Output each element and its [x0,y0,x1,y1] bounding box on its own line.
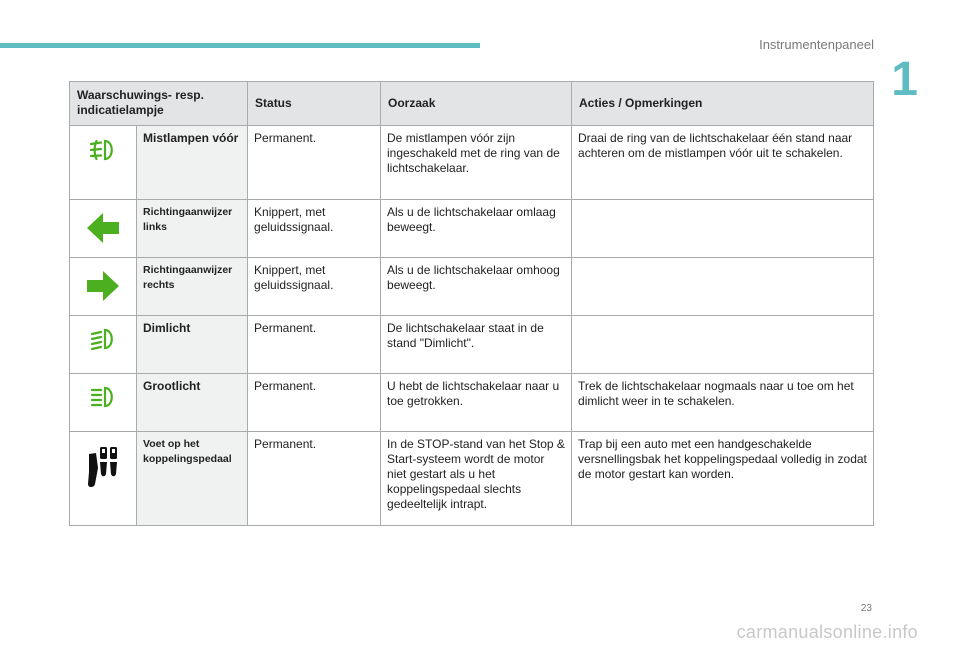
action-text: Trap bij een auto met een handgeschakelde versnellingsbak het koppelingspedaal volledig in zodat de motor gestart kan worden. [572,432,874,526]
lamp-name: Grootlicht [137,374,248,432]
table-row [70,374,874,432]
table-row [70,258,874,316]
action-text: Draai de ring van de lichtschakelaar één stand naar achteren om de mistlampen vóór uit te schakelen. [572,126,874,200]
cause-text: U hebt de lichtschakelaar naar u toe getrokken. [381,374,572,432]
lamp-name: Dimlicht [137,316,248,374]
cause-text: De lichtschakelaar staat in de stand "Dimlicht". [381,316,572,374]
table-row [70,126,874,200]
main-beam-icon [88,386,118,408]
table-row [70,200,874,258]
icon-cell [70,126,137,200]
foot-on-clutch-icon [83,444,123,490]
icon-cell [70,200,137,258]
lamp-name: Richtingaanwijzer links [137,200,248,258]
status-text: Permanent. [248,432,381,526]
column-header-lamp: Waarschuwings- resp. indicatielampje [70,82,248,126]
status-text: Permanent. [248,316,381,374]
table-row [70,316,874,374]
status-text: Permanent. [248,374,381,432]
action-text [572,316,874,374]
chapter-number: 1 [891,53,918,106]
cause-text: In de STOP-stand van het Stop & Start-systeem wordt de motor niet gestart als u het koppelingspedaal slechts gedeeltelijk intrapt. [381,432,572,526]
cause-text: De mistlampen vóór zijn ingeschakeld met de ring van de lichtschakelaar. [381,126,572,200]
section-title: Instrumentenpaneel [759,37,874,52]
column-header-actions: Acties / Opmerkingen [572,82,874,126]
watermark: carmanualsonline.info [736,622,918,642]
action-text [572,200,874,258]
table-row [70,432,874,526]
cause-text: Als u de lichtschakelaar omlaag beweegt. [381,200,572,258]
page-number: 23 [860,603,872,614]
status-text: Knippert, met geluidssignaal. [248,258,381,316]
front-fog-lamp-icon [88,138,118,162]
lamp-name: Mistlampen vóór [137,126,248,200]
table-header-row [70,82,874,126]
status-text: Permanent. [248,126,381,200]
warning-lamps-table [69,81,874,526]
action-text [572,258,874,316]
icon-cell [70,432,137,526]
lamp-name: Voet op het koppelingspedaal [137,432,248,526]
left-indicator-arrow-icon [85,212,121,244]
icon-cell [70,258,137,316]
column-header-cause: Oorzaak [381,82,572,126]
header-accent-bar [0,43,480,48]
icon-cell [70,374,137,432]
lamp-name: Richtingaanwijzer rechts [137,258,248,316]
right-indicator-arrow-icon [85,270,121,302]
icon-cell [70,316,137,374]
cause-text: Als u de lichtschakelaar omhoog beweegt. [381,258,572,316]
action-text: Trek de lichtschakelaar nogmaals naar u toe om het dimlicht weer in te schakelen. [572,374,874,432]
dipped-beam-icon [88,328,118,350]
column-header-status: Status [248,82,381,126]
status-text: Knippert, met geluidssignaal. [248,200,381,258]
